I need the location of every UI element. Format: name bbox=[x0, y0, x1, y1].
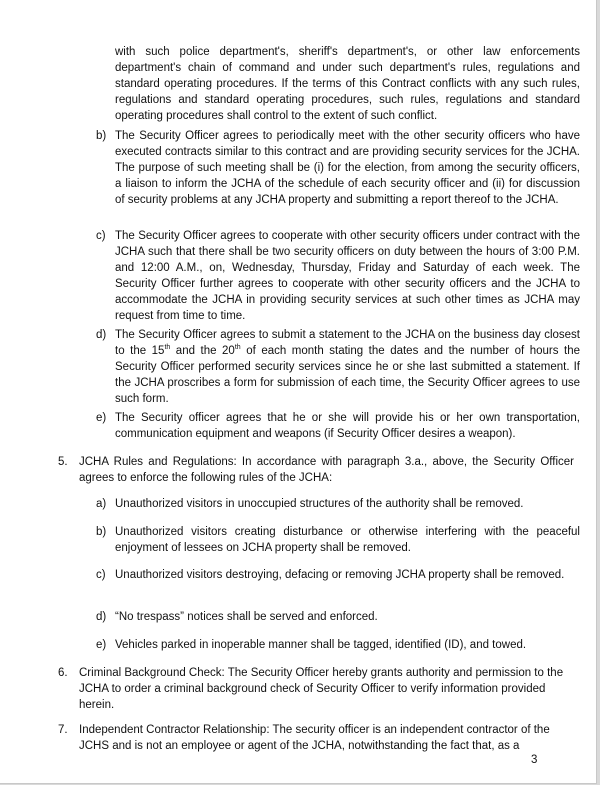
section-7-marker: 7. bbox=[58, 724, 68, 736]
item-4d-text: The Security Officer agrees to submit a statement to the JCHA on the business day closest to the 15th and the 20th of each month stating the dates and the number of hours the Security Officer performed security services since he or she last submitted a statement. If the JCHA proscribes a form for submission of each time, the Security Officer agrees to use such form. bbox=[115, 329, 580, 405]
section-5-marker: 5. bbox=[58, 456, 68, 468]
item-5d-marker: d) bbox=[96, 611, 107, 623]
item-5e-marker: e) bbox=[96, 639, 107, 651]
item-5b-marker: b) bbox=[96, 526, 107, 538]
item-5c-marker: c) bbox=[96, 569, 106, 581]
item-5a-text: Unauthorized visitors in unoccupied structures of the authority shall be removed. bbox=[115, 498, 524, 510]
item-4e-text: The Security officer agrees that he or she will provide his or her own transportation, communication equipment and weapons (if Security Officer desires a weapon). bbox=[115, 412, 580, 440]
item-5e-text: Vehicles parked in inoperable manner shall be tagged, identified (ID), and towed. bbox=[115, 639, 527, 651]
item-5c-text: Unauthorized visitors destroying, defacing or removing JCHA property shall be removed. bbox=[115, 569, 565, 581]
item-5d-text: “No trespass” notices shall be served and enforced. bbox=[115, 611, 378, 623]
item-4c-text: The Security Officer agrees to cooperate with other security officers under contract with the JCHA such that there shall be two security officers on duty between the hours of 3:00 P.M. and 12:00 A.M., on, Wednesday, Thursday, Friday and Saturday of each week. The Security Officer further agrees to cooperate with other security officers and the JCHA to accommodate the JCHA in providing security services at such other times as JCHA may request from time to time. bbox=[115, 230, 580, 322]
item-4b-marker: b) bbox=[96, 130, 107, 142]
item-4d-marker: d) bbox=[96, 329, 107, 341]
section-6-text: Criminal Background Check: The Security Officer hereby grants authority and permission to the JCHA to order a criminal background check of Security Officer to verify information provided herein. bbox=[79, 667, 564, 711]
item-4c-marker: c) bbox=[96, 230, 106, 242]
item-4b-text: The Security Officer agrees to periodically meet with the other security officers who have executed contracts similar to this contract and are providing security services for the JCHA. The purpose of such meeting shall be (i) for the election, from among the security officers, a liaison to inform the JCHA of the schedule of each security officer and (ii) for discussion of security problems at any JCHA property and submitting a report thereof to the JCHA. bbox=[115, 130, 580, 206]
section-7-text: Independent Contractor Relationship: The security officer is an independent contractor of the JCHS and is not an employee or agent of the JCHA, notwithstanding the fact that, as a bbox=[79, 724, 550, 752]
item-5a-marker: a) bbox=[96, 498, 107, 510]
page-number: 3 bbox=[531, 754, 538, 766]
section-6-marker: 6. bbox=[58, 667, 68, 679]
continuation-paragraph: with such police department's, sheriff's department's, or other law enforcements department's chain of command and under such department's rules, regulations and standard operating procedures. If the terms of this Contract conflicts with any such rules, regulations and standard operating procedures, such rules, regulations and standard operating procedures shall control to the extent of such conflict. bbox=[115, 46, 580, 122]
item-5b-text: Unauthorized visitors creating disturbance or otherwise interfering with the peaceful enjoyment of lessees on JCHA property shall be removed. bbox=[115, 526, 580, 554]
item-4e-marker: e) bbox=[96, 412, 107, 424]
section-5-text: JCHA Rules and Regulations: In accordance with paragraph 3.a., above, the Security Officer agrees to enforce the following rules of the JCHA: bbox=[79, 456, 574, 484]
